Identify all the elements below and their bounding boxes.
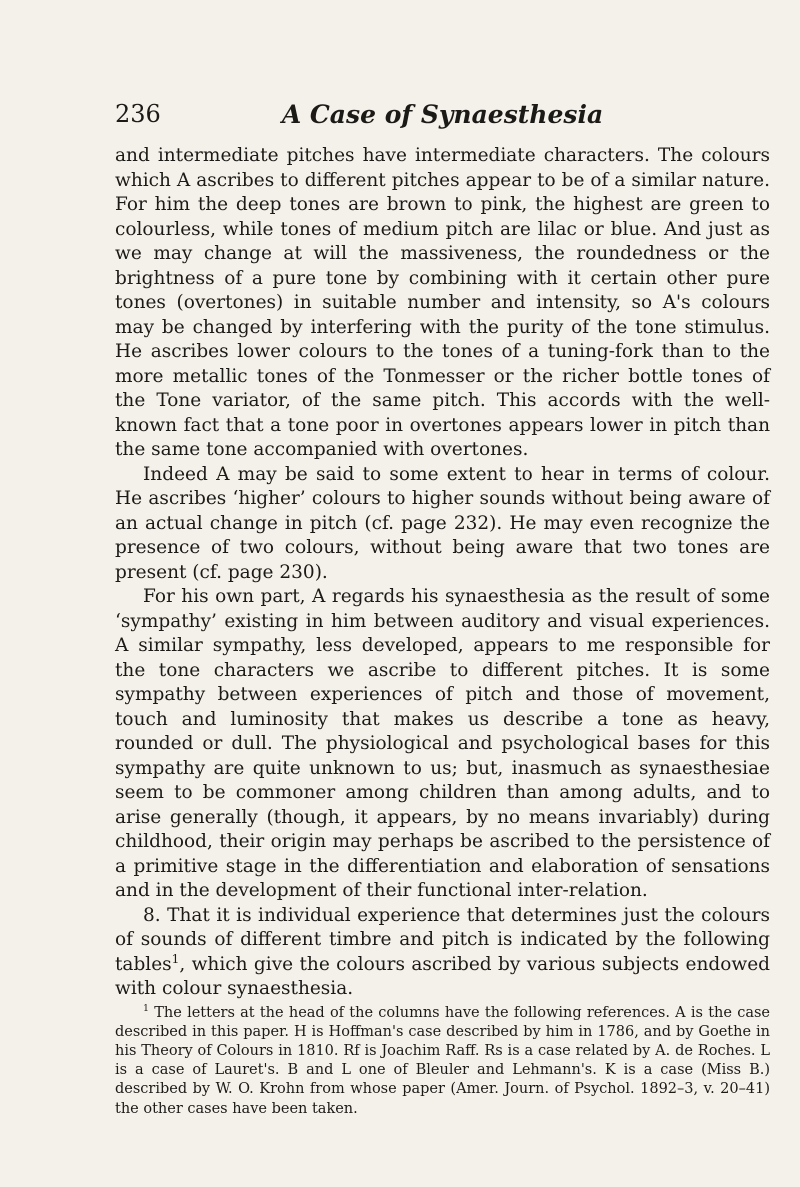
running-title: A Case of Synaesthesia [281,100,604,129]
footnote-reference: 1 [171,951,180,966]
body-text [115,144,770,1002]
paragraph-4-text-b: , which give the colours ascribed by various subjects endowed with colour synaesthesia. [115,953,770,999]
footnote-text: The letters at the head of the columns have the following references. A is the case described in this paper. H is Hoffman's case described by him in 1786, and by Goethe in his Theory of Colours in 1810. Rf is Joachim Raff. Rs is a case related by A. de Roches. L is a case of Lauret's. B and L one of Bleuler and Lehmann's. K is a case (Miss B.) described by W. O. Krohn from whose paper (Amer. Journ. of Psychol. 1892–3, v. 20–41) the other cases have been taken. [115,1004,770,1117]
page-number: 236 [115,100,161,128]
paragraph-3: For his own part, A regards his synaesthesia as the result of some ‘sympathy’ existing in him between auditory and visual experiences. A similar sympathy, less developed, appears to me responsible for the tone characters we ascribe to different pitches. It is some sympathy between experiences of pitch and those of movement, touch and luminosity that makes us describe a tone as heavy, rounded or dull. The physiological and psychological bases for this sympathy are quite unknown to us; but, inasmuch as synaesthesiae seem to be commoner among children than among adults, and to arise generally (though, it appears, by no means invariably) during childhood, their origin may perhaps be ascribed to the persistence of a primitive stage in the differentiation and elaboration of sensations and in the development of their functional inter-relation. [115,586,770,901]
footnote [115,1004,770,1119]
running-head [115,100,770,140]
book-page [115,100,770,1119]
paragraph-4-text-a: 8. That it is individual experience that determines just the colours of sounds of different timbre and pitch is indicated by the following tables [115,904,770,975]
paragraph-1: and intermediate pitches have intermediate characters. The colours which A ascribes to different pitches appear to be of a similar nature. For him the deep tones are brown to pink, the highest are green to colourless, while tones of medium pitch are lilac or blue. And just as we may change at will the massiveness, the roundedness or the brightness of a pure tone by combining with it certain other pure tones (overtones) in suitable number and intensity, so A's colours may be changed by interfering with the purity of the tone stimulus. He ascribes lower colours to the tones of a tuning-fork than to the more metallic tones of the Tonmesser or the richer bottle tones of the Tone variator, of the same pitch. This accords with the well-known fact that a tone poor in overtones appears lower in pitch than the same tone accompanied with overtones. [115,145,770,460]
footnote-mark: 1 [143,1002,149,1014]
paragraph-2: Indeed A may be said to some extent to hear in terms of colour. He ascribes ‘higher’ colours to higher sounds without being aware of an actual change in pitch (cf. page 232). He may even recognize the presence of two colours, without being aware that two tones are present (cf. page 230). [115,463,770,583]
paragraph-4 [115,904,770,1002]
